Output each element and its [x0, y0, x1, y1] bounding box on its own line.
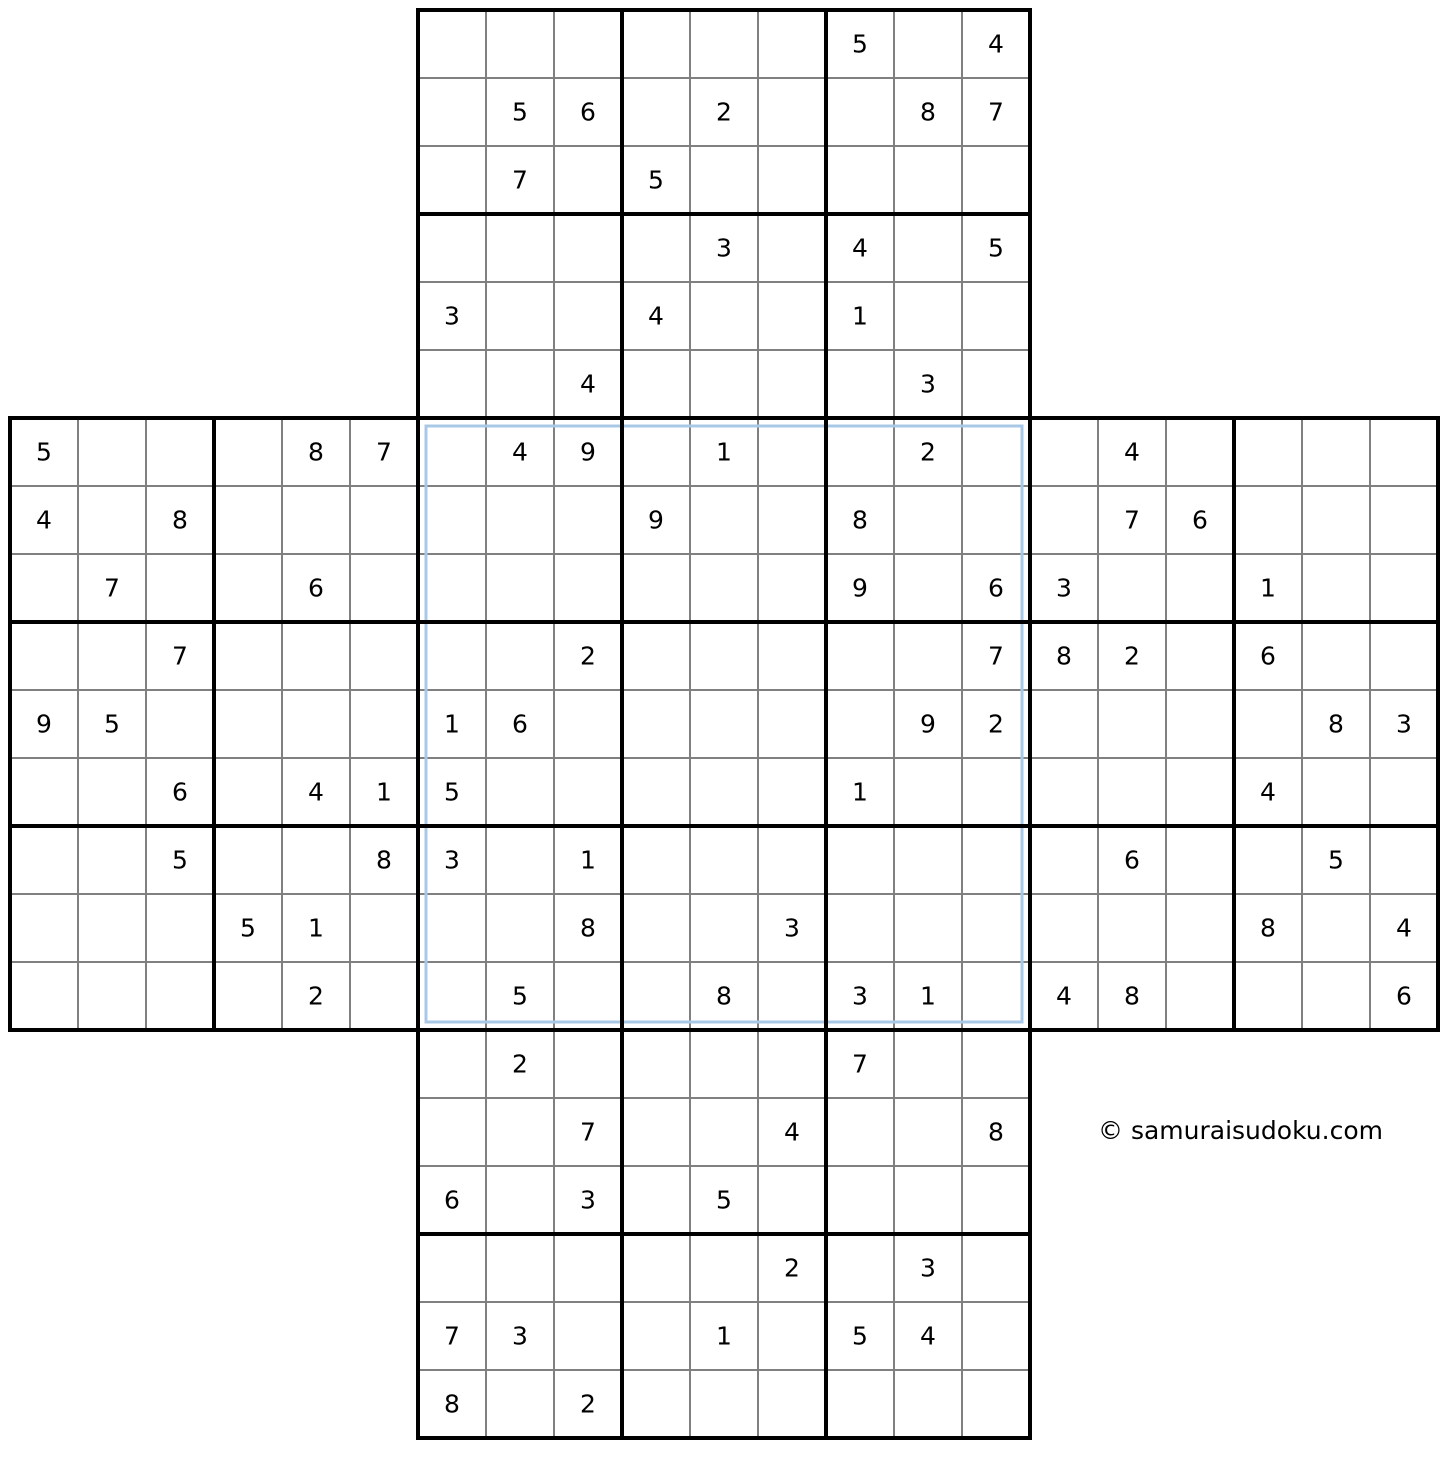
given-digit: 3	[784, 913, 800, 943]
given-digit: 3	[444, 301, 460, 331]
given-digit: 4	[512, 437, 528, 467]
given-digit: 1	[1260, 573, 1276, 603]
given-digit: 7	[444, 1321, 460, 1351]
given-digit: 7	[988, 97, 1004, 127]
given-digit: 5	[444, 777, 460, 807]
given-digit: 4	[920, 1321, 936, 1351]
given-digit: 8	[716, 981, 732, 1011]
given-digit: 4	[784, 1117, 800, 1147]
given-digit: 7	[852, 1049, 868, 1079]
given-digit: 4	[308, 777, 324, 807]
given-digit: 4	[988, 29, 1004, 59]
given-digit: 3	[920, 369, 936, 399]
given-digit: 3	[512, 1321, 528, 1351]
given-digit: 2	[580, 1389, 596, 1419]
given-digit: 5	[36, 437, 52, 467]
given-digit: 5	[852, 29, 868, 59]
given-digit: 8	[1124, 981, 1140, 1011]
given-digit: 2	[512, 1049, 528, 1079]
given-digit: 2	[308, 981, 324, 1011]
given-digit: 3	[580, 1185, 596, 1215]
given-digit: 1	[376, 777, 392, 807]
given-digit: 6	[1396, 981, 1412, 1011]
given-digit: 1	[716, 437, 732, 467]
copyright-text: © samuraisudoku.com	[1098, 1116, 1383, 1145]
given-digit: 7	[1124, 505, 1140, 535]
given-digit: 5	[512, 97, 528, 127]
given-digit: 1	[716, 1321, 732, 1351]
given-digit: 7	[512, 165, 528, 195]
given-digit: 8	[920, 97, 936, 127]
given-digit: 7	[376, 437, 392, 467]
given-digit: 7	[988, 641, 1004, 671]
given-digit: 8	[308, 437, 324, 467]
given-digit: 7	[172, 641, 188, 671]
given-digit: 1	[308, 913, 324, 943]
given-digit: 8	[852, 505, 868, 535]
given-digit: 5	[716, 1185, 732, 1215]
given-digit: 6	[444, 1185, 460, 1215]
given-digit: 8	[1328, 709, 1344, 739]
given-digit: 6	[1260, 641, 1276, 671]
given-digit: 5	[852, 1321, 868, 1351]
given-digit: 9	[920, 709, 936, 739]
given-digit: 6	[580, 97, 596, 127]
given-digit: 4	[1260, 777, 1276, 807]
given-digit: 6	[512, 709, 528, 739]
given-digit: 9	[36, 709, 52, 739]
given-digit: 6	[308, 573, 324, 603]
given-digit: 2	[1124, 641, 1140, 671]
given-digit: 1	[920, 981, 936, 1011]
given-digit: 1	[852, 301, 868, 331]
given-digit: 6	[1124, 845, 1140, 875]
given-digit: 2	[784, 1253, 800, 1283]
given-digit: 3	[852, 981, 868, 1011]
given-digit: 9	[648, 505, 664, 535]
given-digit: 8	[580, 913, 596, 943]
given-digit: 4	[1056, 981, 1072, 1011]
given-digit: 4	[648, 301, 664, 331]
given-digit: 4	[852, 233, 868, 263]
given-digit: 3	[1396, 709, 1412, 739]
given-digit: 5	[648, 165, 664, 195]
given-digit: 6	[172, 777, 188, 807]
given-digit: 8	[172, 505, 188, 535]
given-digit: 3	[444, 845, 460, 875]
given-digit: 5	[988, 233, 1004, 263]
given-digit: 5	[172, 845, 188, 875]
given-digit: 2	[988, 709, 1004, 739]
given-digit: 4	[36, 505, 52, 535]
given-digit: 5	[240, 913, 256, 943]
given-digit: 3	[1056, 573, 1072, 603]
given-digit: 9	[852, 573, 868, 603]
given-digit: 2	[716, 97, 732, 127]
given-digit: 8	[444, 1389, 460, 1419]
given-digit: 7	[104, 573, 120, 603]
given-digit: 1	[580, 845, 596, 875]
given-digit: 6	[988, 573, 1004, 603]
given-digit: 2	[580, 641, 596, 671]
given-digit: 5	[512, 981, 528, 1011]
given-digit: 8	[1056, 641, 1072, 671]
given-digit: 5	[1328, 845, 1344, 875]
given-digit: 6	[1192, 505, 1208, 535]
given-digit: 8	[376, 845, 392, 875]
given-digit: 3	[716, 233, 732, 263]
given-digit: 5	[104, 709, 120, 739]
given-digit: 7	[580, 1117, 596, 1147]
given-digit: 9	[580, 437, 596, 467]
given-digit: 4	[580, 369, 596, 399]
given-digit: 8	[988, 1117, 1004, 1147]
given-digit: 8	[1260, 913, 1276, 943]
given-digit: 2	[920, 437, 936, 467]
given-digit: 1	[852, 777, 868, 807]
given-digit: 3	[920, 1253, 936, 1283]
given-digit: 1	[444, 709, 460, 739]
given-digit: 4	[1124, 437, 1140, 467]
given-digit: 4	[1396, 913, 1412, 943]
